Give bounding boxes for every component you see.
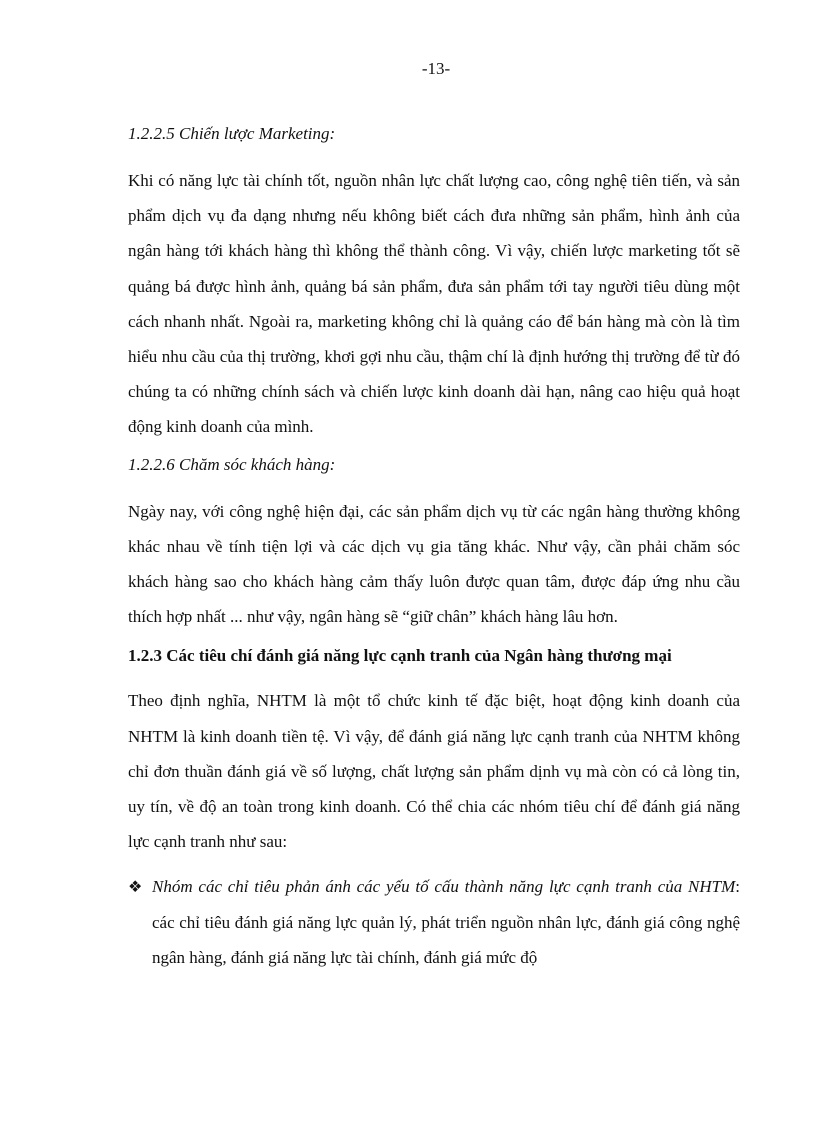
paragraph-marketing-strategy: Khi có năng lực tài chính tốt, nguồn nhân lực chất lượng cao, công nghệ tiên tiến, và sản phẩm dịch vụ đa dạng nhưng nếu không biết cách đưa những sản phẩm, hình ảnh của ngân hàng tới khách hàng thì không thể thành công. Vì vậy, chiến lược marketing tốt sẽ quảng bá được hình ảnh, quảng bá sản phẩm, đưa sản phẩm tới tay người tiêu dùng một cách nhanh nhất. Ngoài ra, marketing không chỉ là quảng cáo để bán hàng mà còn là tìm hiểu nhu cầu của thị trường, khơi gợi nhu cầu, thậm chí là định hướng thị trường để từ đó chúng ta có những chính sách và chiến lược kinh doanh dài hạn, nâng cao hiệu quả hoạt động kinh doanh của mình. bbox=[128, 171, 740, 437]
paragraph-competitiveness-criteria: Theo định nghĩa, NHTM là một tổ chức kinh tế đặc biệt, hoạt động kinh doanh của NHTM là kinh doanh tiền tệ. Vì vậy, để đánh giá năng lực cạnh tranh của NHTM không chỉ đơn thuần đánh giá về số lượng, chất lượng sản phẩm dịnh vụ mà còn có cả lòng tin, uy tín, về độ an toàn trong kinh doanh. Có thể chia các nhóm tiêu chí để đánh giá năng lực cạnh tranh như sau: bbox=[128, 691, 740, 852]
paragraph-customer-care: Ngày nay, với công nghệ hiện đại, các sản phẩm dịch vụ từ các ngân hàng thường không khác nhau về tính tiện lợi và các dịch vụ gia tăng khác. Như vậy, cần phải chăm sóc khách hàng sao cho khách hàng cảm thấy luôn được quan tâm, được đáp ứng nhu cầu thích hợp nhất ... như vậy, ngân hàng sẽ “giữ chân” khách hàng lâu hơn. bbox=[128, 501, 740, 627]
bullet-italic-lead: Nhóm các chỉ tiêu phản ánh các yếu tố cấu thành năng lực cạnh tranh của NHTM bbox=[152, 877, 736, 897]
document-body bbox=[128, 122, 740, 975]
bullet-text bbox=[152, 869, 740, 975]
bullet-rest: : các chỉ tiêu đánh giá năng lực quản lý, phát triển nguồn nhân lực, đánh giá công nghệ ngân hàng, đánh giá năng lực tài chính, đánh giá mức độ bbox=[152, 877, 740, 967]
heading-competitiveness-criteria: 1.2.3 Các tiêu chí đánh giá năng lực cạnh tranh của Ngân hàng thương mại bbox=[128, 646, 672, 666]
heading-customer-care: 1.2.2.6 Chăm sóc khách hàng: bbox=[128, 454, 336, 474]
bullet-item bbox=[128, 869, 740, 975]
page-number: -13- bbox=[421, 59, 451, 78]
heading-marketing-strategy: 1.2.2.5 Chiến lược Marketing: bbox=[128, 124, 336, 143]
diamond-bullet-icon: ❖ bbox=[128, 877, 143, 897]
